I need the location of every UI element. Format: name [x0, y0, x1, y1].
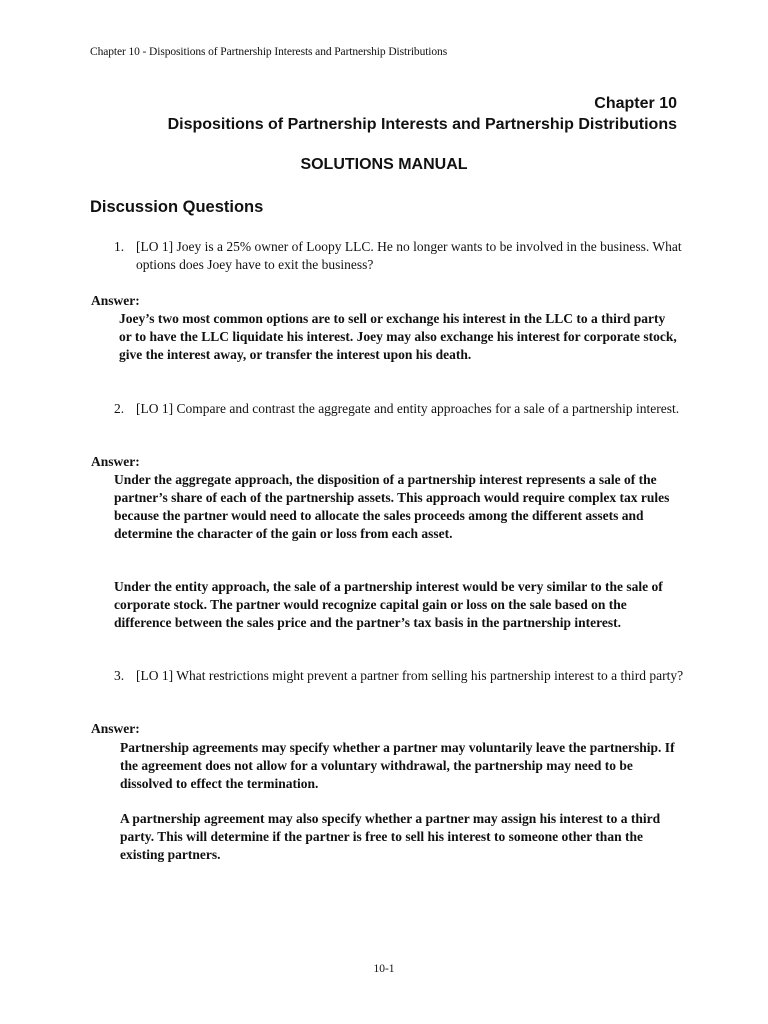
- page-number: 10-1: [373, 963, 395, 975]
- answer-paragraph: A partnership agreement may also specify whether a partner may assign his interest to a third party. This will determine if the partner is free to sell his interest to someone other than the existing partners.: [120, 811, 661, 862]
- answer-label: Answer:: [91, 721, 140, 736]
- manual-title: SOLUTIONS MANUAL: [300, 156, 468, 173]
- chapter-title: Dispositions of Partnership Interests and Partnership Distributions: [167, 116, 677, 133]
- question-text: [LO 1] What restrictions might prevent a partner from selling his partnership interest to a third party?: [136, 668, 684, 683]
- answer-paragraph: Under the entity approach, the sale of a partnership interest would be very similar to the sale of corporate stock. The partner would recognize capital gain or loss on the sale based on the difference between the sales price and the partner’s tax basis in the partnership interest.: [114, 579, 663, 630]
- chapter-number: Chapter 10: [594, 95, 677, 112]
- question-text: [LO 1] Compare and contrast the aggregate and entity approaches for a sale of a partnership interest.: [136, 401, 680, 416]
- running-header: Chapter 10 - Dispositions of Partnership Interests and Partnership Distributions: [90, 46, 448, 58]
- question-3: [114, 667, 684, 685]
- question-number: 3.: [114, 668, 125, 683]
- question-number: 1.: [114, 239, 125, 254]
- answer-label: Answer:: [91, 454, 140, 469]
- question-2: [114, 400, 684, 418]
- answer-paragraph: Partnership agreements may specify whether a partner may voluntarily leave the partnership. If the agreement does not allow for a voluntary withdrawal, the partnership may need to be dissolved to effect the termination.: [120, 740, 675, 791]
- answer-paragraph: Joey’s two most common options are to sell or exchange his interest in the LLC to a third party or to have the LLC liquidate his interest. Joey may also exchange his interest for corporate stock, give the interest away, or transfer the interest upon his death.: [119, 311, 677, 362]
- answer-label: Answer:: [91, 293, 140, 308]
- section-heading: Discussion Questions: [90, 198, 264, 216]
- question-number: 2.: [114, 401, 125, 416]
- question-text: [LO 1] Joey is a 25% owner of Loopy LLC. He no longer wants to be involved in the business. What options does Joey have to exit the business?: [136, 239, 682, 272]
- chapter-heading: [168, 94, 677, 136]
- question-1: [114, 238, 684, 274]
- answer-paragraph: Under the aggregate approach, the disposition of a partnership interest represents a sale of the partner’s share of each of the partnership assets. This approach would require complex tax rules because the partner would need to allocate the sales proceeds among the different assets and determine the character of the gain or loss from each asset.: [114, 472, 670, 541]
